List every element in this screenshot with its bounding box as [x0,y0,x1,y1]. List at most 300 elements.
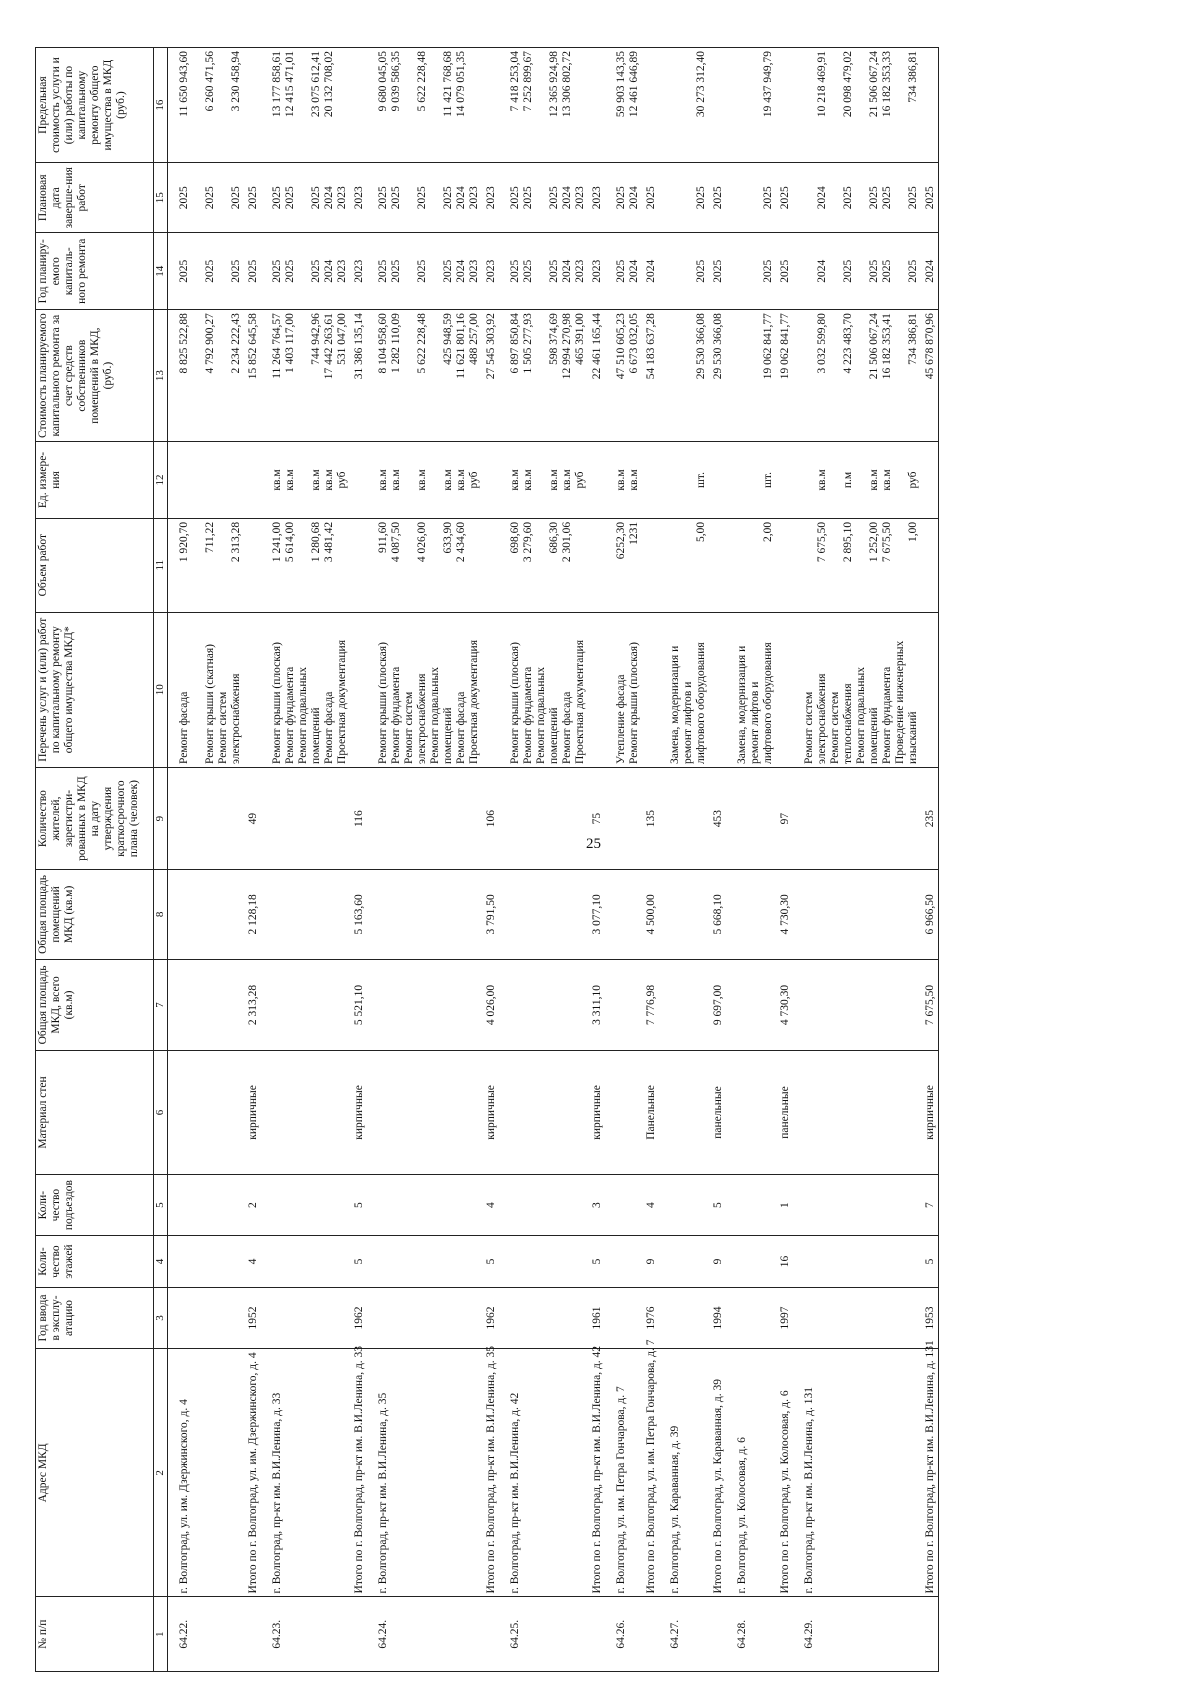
cell-cost: 29 530 366,08 [659,310,709,442]
cell-num: 64.25. [499,1597,588,1672]
cell-cost: 3 032 599,80 4 223 483,70 21 506 067,24 16 182 353,41 734 386,81 [793,310,921,442]
cell-vol [921,518,939,612]
object-row [168,48,245,1672]
cell-max: 9 680 045,05 9 039 586,35 5 622 228,48 11 421 768,68 14 079 051,35 [367,48,482,163]
cell-y: 2025 2025 2025 2024 2023 [499,233,588,310]
cell-entr: 4 [642,1174,659,1236]
cell-area [367,959,482,1051]
cell-people [605,767,642,869]
header-cell: Ед. измере-ния [36,442,154,519]
cell-y: 2023 [482,233,499,310]
cell-area [659,959,709,1051]
cell-floors: 9 [709,1236,726,1287]
cell-d: 2025 [709,163,726,233]
cell-people: 97 [776,767,793,869]
object-row [499,48,588,1672]
cell-num [921,1597,939,1672]
cell-max: 7 418 253,04 7 252 899,67 12 365 924,98 13 306 802,72 [499,48,588,163]
cell-vol [244,518,261,612]
cell-parea [605,870,642,959]
cell-num: 64.26. [605,1597,642,1672]
cell-parea [168,870,245,959]
cell-year [261,1287,350,1349]
cell-vol: 1 920,70 711,22 2 313,28 [168,518,245,612]
cell-people: 116 [350,767,367,869]
cell-people: 75 [588,767,605,869]
header-cell: Год ввода в эксплу-атацию [36,1287,154,1349]
cell-d: 2025 [921,163,939,233]
cell-wall [168,1051,245,1175]
cell-wall [261,1051,350,1175]
cell-floors: 5 [482,1236,499,1287]
cell-addr: г. Волгоград, пр-кт им. В.И.Ленина, д. 131 [793,1349,921,1597]
cell-cost: 19 062 841,77 [726,310,776,442]
cell-area [499,959,588,1051]
header-cell: Количество жителей, зарегистри-рованных в МКД на дату утверждения краткосрочного плана (человек) [36,767,154,869]
cell-max [709,48,726,163]
cell-parea: 5 163,60 [350,870,367,959]
cell-addr: г. Волгоград, ул. Караванная, д. 39 [659,1349,709,1597]
cell-y: 2025 [726,233,776,310]
cell-works: Утепление фасада Ремонт крыши (плоская) [605,612,642,767]
cell-addr: г. Волгоград, пр-кт им. В.И.Ленина, д. 33 [261,1349,350,1597]
cell-wall [726,1051,776,1175]
rotated-table-area [35,47,1200,1672]
header-cell: Общая площадь помещений МКД (кв.м) [36,870,154,959]
cell-max [244,48,261,163]
cell-addr: Итого по г. Волгоград, ул. Караванная, д. 39 [709,1349,726,1597]
cell-parea [726,870,776,959]
cell-year: 1994 [709,1287,726,1349]
cell-d: 2025 [659,163,709,233]
cell-wall: кирпичные [588,1051,605,1175]
cell-area [261,959,350,1051]
cell-num: 64.27. [659,1597,709,1672]
cell-cost: 6 897 850,84 1 505 277,93 598 374,69 12 994 270,98 465 391,00 [499,310,588,442]
total-row [921,48,939,1672]
cell-addr: г. Волгоград, ул. им. Дзержинского, д. 4 [168,1349,245,1597]
cell-area [605,959,642,1051]
cell-max: 10 218 469,91 20 098 479,02 21 506 067,24 16 182 353,33 734 386,81 [793,48,921,163]
cell-works: Ремонт крыши (плоская) Ремонт фундамента Ремонт систем электроснабжения Ремонт подвальных помещений Ремонт фасада Проектная документация [367,612,482,767]
cell-max [642,48,659,163]
column-number: 5 [154,1174,168,1236]
cell-vol: 5,00 [659,518,709,612]
cell-parea: 4 500,00 [642,870,659,959]
cell-parea: 6 966,50 [921,870,939,959]
cell-people: 49 [244,767,261,869]
total-row [642,48,659,1672]
cell-area: 4 026,00 [482,959,499,1051]
cell-people [726,767,776,869]
cell-d: 2025 [642,163,659,233]
cell-floors: 5 [588,1236,605,1287]
column-number: 7 [154,959,168,1051]
cell-unit [482,442,499,519]
cell-people [168,767,245,869]
column-number: 13 [154,310,168,442]
cell-people [499,767,588,869]
cell-area: 3 311,10 [588,959,605,1051]
header-cell: Общая площадь МКД, всего (кв.м) [36,959,154,1051]
cell-num [244,1597,261,1672]
cell-floors [367,1236,482,1287]
object-row [793,48,921,1672]
cell-year: 1962 [482,1287,499,1349]
cell-num: 64.23. [261,1597,350,1672]
object-row [659,48,709,1672]
cell-parea: 5 668,10 [709,870,726,959]
cell-y: 2025 [659,233,709,310]
column-number: 3 [154,1287,168,1349]
total-row [244,48,261,1672]
cell-floors [659,1236,709,1287]
cell-floors: 9 [642,1236,659,1287]
cell-wall: панельные [776,1051,793,1175]
cell-unit: шт. [659,442,709,519]
cell-area [726,959,776,1051]
cell-parea [793,870,921,959]
cell-parea: 2 128,18 [244,870,261,959]
cell-addr: Итого по г. Волгоград, пр-кт им. В.И.Ленина, д. 42 [588,1349,605,1597]
cell-vol: 7 675,50 2 895,10 1 252,00 7 675,50 1,00 [793,518,921,612]
column-number: 11 [154,518,168,612]
cell-floors [726,1236,776,1287]
cell-people: 453 [709,767,726,869]
cell-unit: кв.м кв.м кв.м кв.м руб [499,442,588,519]
cell-entr [726,1174,776,1236]
cell-addr: Итого по г. Волгоград, ул. им. Дзержинского, д. 4 [244,1349,261,1597]
cell-y: 2024 [642,233,659,310]
cell-num [482,1597,499,1672]
cell-works: Замена, модернизация и ремонт лифтов и лифтового оборудования [659,612,709,767]
cell-max: 19 437 949,79 [726,48,776,163]
cell-d: 2025 2025 2025 [168,163,245,233]
cell-y: 2024 [921,233,939,310]
cell-unit [168,442,245,519]
cell-num [588,1597,605,1672]
cell-works [588,612,605,767]
cell-year: 1961 [588,1287,605,1349]
header-cell: Год планиру-емого капиталь-ного ремонта [36,233,154,310]
cell-d: 2025 [726,163,776,233]
cell-num [776,1597,793,1672]
header-cell: Перечень услуг и (или) работ по капитальному ремонту общего имущества МКД* [36,612,154,767]
cell-people [367,767,482,869]
cell-unit [776,442,793,519]
cell-addr: г. Волгоград, пр-кт им. В.И.Ленина, д. 35 [367,1349,482,1597]
cell-parea [261,870,350,959]
cell-parea: 3 791,50 [482,870,499,959]
cell-d: 2023 [482,163,499,233]
cell-cost: 31 386 135,14 [350,310,367,442]
cell-area [793,959,921,1051]
cell-parea [499,870,588,959]
cell-num: 64.29. [793,1597,921,1672]
cell-works: Замена, модернизация и ремонт лифтов и лифтового оборудования [726,612,776,767]
cell-cost: 8 104 958,60 1 282 110,09 5 622 228,48 425 948,59 11 621 801,16 488 257,00 [367,310,482,442]
cell-y: 2025 2025 2025 2024 2023 [261,233,350,310]
cell-unit [709,442,726,519]
cell-max: 11 650 943,60 6 260 471,56 3 230 458,94 [168,48,245,163]
cell-parea: 3 077,10 [588,870,605,959]
cell-entr: 4 [482,1174,499,1236]
cell-area [168,959,245,1051]
header-cell: Объем работ [36,518,154,612]
cell-entr: 7 [921,1174,939,1236]
cell-y: 2023 [350,233,367,310]
cell-d: 2025 [776,163,793,233]
cell-cost: 22 461 165,44 [588,310,605,442]
cell-max: 13 177 858,61 12 415 471,01 23 075 612,41 20 132 708,02 [261,48,350,163]
cell-unit: кв.м п.м кв.м кв.м руб [793,442,921,519]
cell-cost: 11 264 764,57 1 403 117,00 744 942,96 17 442 263,61 531 047,00 [261,310,350,442]
header-cell: Коли-чество этажей [36,1236,154,1287]
cell-cost: 15 852 645,58 [244,310,261,442]
header-cell: № п/п [36,1597,154,1672]
cell-d: 2025 2025 2025 2025 2024 2023 [367,163,482,233]
cell-num: 64.22. [168,1597,245,1672]
cell-year: 1997 [776,1287,793,1349]
cell-cost: 54 183 637,28 [642,310,659,442]
cell-wall: кирпичные [244,1051,261,1175]
cell-cost: 8 825 522,88 4 792 900,27 2 234 222,43 [168,310,245,442]
cell-num: 64.28. [726,1597,776,1672]
cell-year [726,1287,776,1349]
column-number: 4 [154,1236,168,1287]
cell-year [605,1287,642,1349]
cell-y: 2023 [588,233,605,310]
cell-wall: кирпичные [482,1051,499,1175]
cell-vol [642,518,659,612]
cell-cost: 47 510 605,23 6 673 032,05 [605,310,642,442]
cell-area: 9 697,00 [709,959,726,1051]
cell-people [793,767,921,869]
cell-vol: 1 241,00 5 614,00 1 280,68 3 481,42 [261,518,350,612]
table-header [36,48,168,1672]
cell-unit [350,442,367,519]
cell-vol: 2,00 [726,518,776,612]
cell-works: Ремонт крыши (плоская) Ремонт фундамента Ремонт подвальных помещений Ремонт фасада Проектная документация [499,612,588,767]
total-row [776,48,793,1672]
cell-vol: 698,60 3 279,60 686,30 2 301,06 [499,518,588,612]
total-row [588,48,605,1672]
column-number: 16 [154,48,168,163]
cell-entr [261,1174,350,1236]
cell-vol [776,518,793,612]
cell-works [482,612,499,767]
cell-d: 2025 [244,163,261,233]
cell-wall: кирпичные [921,1051,939,1175]
cell-wall: кирпичные [350,1051,367,1175]
cell-people [261,767,350,869]
column-number: 12 [154,442,168,519]
cell-floors: 4 [244,1236,261,1287]
cell-num [709,1597,726,1672]
cell-floors: 5 [921,1236,939,1287]
cell-num [642,1597,659,1672]
cell-max [350,48,367,163]
cell-parea: 4 730,30 [776,870,793,959]
cell-vol [350,518,367,612]
cell-people: 135 [642,767,659,869]
total-row [709,48,726,1672]
cell-d: 2023 [350,163,367,233]
cell-people: 106 [482,767,499,869]
cell-entr [659,1174,709,1236]
cell-parea [367,870,482,959]
cell-vol [482,518,499,612]
cell-people [659,767,709,869]
cell-max: 30 273 312,40 [659,48,709,163]
cell-addr: Итого по г. Волгоград, пр-кт им. В.И.Ленина, д. 33 [350,1349,367,1597]
column-number: 10 [154,612,168,767]
cell-unit [921,442,939,519]
cell-max [482,48,499,163]
cell-entr [605,1174,642,1236]
cell-y: 2025 2025 2025 [168,233,245,310]
header-row [36,48,154,1672]
cell-area: 4 730,30 [776,959,793,1051]
cell-addr: Итого по г. Волгоград, пр-кт им. В.И.Ленина, д. 35 [482,1349,499,1597]
object-row [261,48,350,1672]
header-cell: Плановая дата заверше-ния работ [36,163,154,233]
cell-wall: Панельные [642,1051,659,1175]
cell-unit [588,442,605,519]
cell-floors [499,1236,588,1287]
cell-max [776,48,793,163]
page-number: 25 [586,836,601,852]
cell-max [588,48,605,163]
cell-year: 1976 [642,1287,659,1349]
cell-y: 2025 [244,233,261,310]
cell-unit: шт. [726,442,776,519]
cell-year [793,1287,921,1349]
cell-entr: 3 [588,1174,605,1236]
cell-works [709,612,726,767]
cell-people: 235 [921,767,939,869]
cell-num [350,1597,367,1672]
capital-repair-table [35,47,939,1672]
cell-unit: кв.м кв.м [605,442,642,519]
column-number: 9 [154,767,168,869]
cell-year: 1953 [921,1287,939,1349]
cell-cost: 29 530 366,08 [709,310,726,442]
cell-works: Ремонт систем электроснабжения Ремонт систем теплоснабжения Ремонт подвальных помещений Ремонт фундамента Проведение инженерных изысканий [793,612,921,767]
cell-cost: 19 062 841,77 [776,310,793,442]
cell-area: 2 313,28 [244,959,261,1051]
cell-floors [168,1236,245,1287]
cell-entr [499,1174,588,1236]
cell-unit: кв.м кв.м кв.м кв.м кв.м руб [367,442,482,519]
cell-unit [244,442,261,519]
cell-vol [709,518,726,612]
column-number: 2 [154,1349,168,1597]
cell-num: 64.24. [367,1597,482,1672]
cell-entr: 5 [350,1174,367,1236]
cell-y: 2025 2024 [605,233,642,310]
cell-floors [605,1236,642,1287]
cell-wall [367,1051,482,1175]
cell-entr: 5 [709,1174,726,1236]
cell-wall [659,1051,709,1175]
cell-d: 2025 2024 [605,163,642,233]
cell-y: 2024 2025 2025 2025 2025 [793,233,921,310]
header-cell: Предельная стоимость услуги и (или) работы по капитальному ремонту общего имущества в МКД (руб.) [36,48,154,163]
column-number-row [154,48,168,1672]
header-cell: Материал стен [36,1051,154,1175]
cell-floors: 16 [776,1236,793,1287]
object-row [726,48,776,1672]
cell-year [367,1287,482,1349]
cell-addr: Итого по г. Волгоград, ул. им. Петра Гончарова, д. 7 [642,1349,659,1597]
cell-addr: Итого по г. Волгоград, ул. Колосовая, д. 6 [776,1349,793,1597]
cell-year [168,1287,245,1349]
cell-works: Ремонт крыши (плоская) Ремонт фундамента Ремонт подвальных помещений Ремонт фасада Проектная документация [261,612,350,767]
cell-floors [261,1236,350,1287]
cell-vol: 911,60 4 087,50 4 026,00 633,90 2 434,60 [367,518,482,612]
cell-unit [642,442,659,519]
cell-max: 59 903 143,35 12 461 646,89 [605,48,642,163]
cell-area: 7 776,98 [642,959,659,1051]
header-cell: Адрес МКД [36,1349,154,1597]
cell-y: 2025 2025 2025 2025 2024 2023 [367,233,482,310]
column-number: 1 [154,1597,168,1672]
total-row [482,48,499,1672]
cell-addr: г. Волгоград, ул. им. Петра Гончарова, д. 7 [605,1349,642,1597]
cell-cost: 27 545 303,92 [482,310,499,442]
cell-d: 2025 2025 2025 2024 2023 [499,163,588,233]
column-number: 15 [154,163,168,233]
column-number: 6 [154,1051,168,1175]
cell-d: 2023 [588,163,605,233]
cell-vol [588,518,605,612]
table-body [168,48,939,1672]
cell-entr [168,1174,245,1236]
cell-works [776,612,793,767]
cell-year [499,1287,588,1349]
object-row [367,48,482,1672]
cell-parea [659,870,709,959]
cell-max [921,48,939,163]
cell-vol: 6252,30 1231 [605,518,642,612]
header-cell: Коли-чество подъездов [36,1174,154,1236]
cell-year [659,1287,709,1349]
cell-y: 2025 [776,233,793,310]
cell-works [642,612,659,767]
object-row [605,48,642,1672]
cell-unit: кв.м кв.м кв.м кв.м руб [261,442,350,519]
cell-floors: 5 [350,1236,367,1287]
cell-entr: 2 [244,1174,261,1236]
cell-wall: панельные [709,1051,726,1175]
cell-entr: 1 [776,1174,793,1236]
cell-entr [367,1174,482,1236]
cell-d: 2024 2025 2025 2025 2025 [793,163,921,233]
cell-wall [499,1051,588,1175]
cell-works [244,612,261,767]
column-number: 8 [154,870,168,959]
cell-works: Ремонт фасада Ремонт крыши (скатная) Ремонт систем электроснабжения [168,612,245,767]
cell-addr: г. Волгоград, пр-кт им. В.И.Ленина, д. 42 [499,1349,588,1597]
cell-y: 2025 [709,233,726,310]
cell-area: 7 675,50 [921,959,939,1051]
cell-wall [605,1051,642,1175]
total-row [350,48,367,1672]
cell-d: 2025 2025 2025 2024 2023 [261,163,350,233]
header-cell: Стоимость планируемого капитального ремонта за счет средств собственников помещений в МКД, (руб.) [36,310,154,442]
cell-addr: г. Волгоград, ул. Колосовая, д. 6 [726,1349,776,1597]
